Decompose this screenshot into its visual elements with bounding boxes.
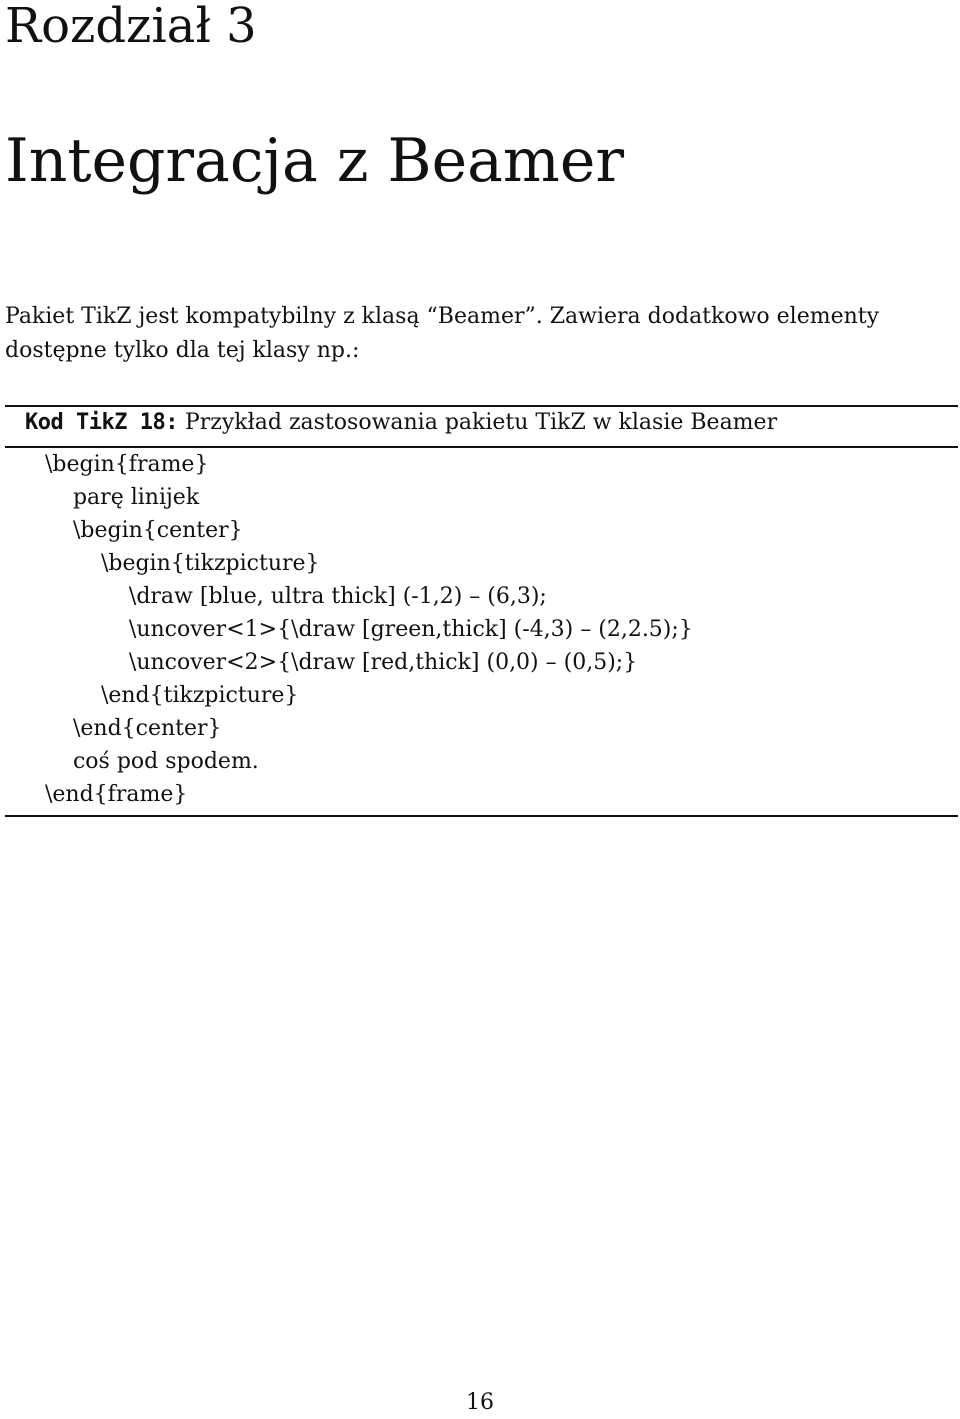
code-line: \uncover<2>{\draw [red,thick] (0,0) – (0,5);} <box>45 650 638 675</box>
code-line: \uncover<1>{\draw [green,thick] (-4,3) – (2,2.5);} <box>45 617 693 642</box>
code-line: \begin{frame} <box>45 452 209 477</box>
chapter-title: Integracja z Beamer <box>5 126 625 196</box>
code-line: coś pod spodem. <box>45 749 259 774</box>
code-line: \begin{tikzpicture} <box>45 551 320 576</box>
code-line: \begin{center} <box>45 518 243 543</box>
code-line: parę linijek <box>45 485 200 510</box>
page-number: 16 <box>466 1390 494 1415</box>
code-listing <box>45 448 693 811</box>
intro-line-2: dostępne tylko dla tej klasy np.: <box>5 338 360 363</box>
chapter-label: Rozdział 3 <box>5 0 257 54</box>
code-line: \end{tikzpicture} <box>45 683 299 708</box>
code-line: \end{center} <box>45 716 222 741</box>
listing-caption-label: Kod TikZ 18: <box>25 410 178 435</box>
listing-caption <box>25 406 777 440</box>
code-line: \draw [blue, ultra thick] (-1,2) – (6,3); <box>45 584 547 609</box>
listing-caption-text: Przykład zastosowania pakietu TikZ w klasie Beamer <box>184 410 778 435</box>
intro-paragraph <box>5 300 960 368</box>
code-line: \end{frame} <box>45 782 188 807</box>
intro-line-1: Pakiet TikZ jest kompatybilny z klasą “Beamer”. Zawiera dodatkowo elementy <box>5 304 880 329</box>
listing-bottom-rule <box>5 815 958 817</box>
